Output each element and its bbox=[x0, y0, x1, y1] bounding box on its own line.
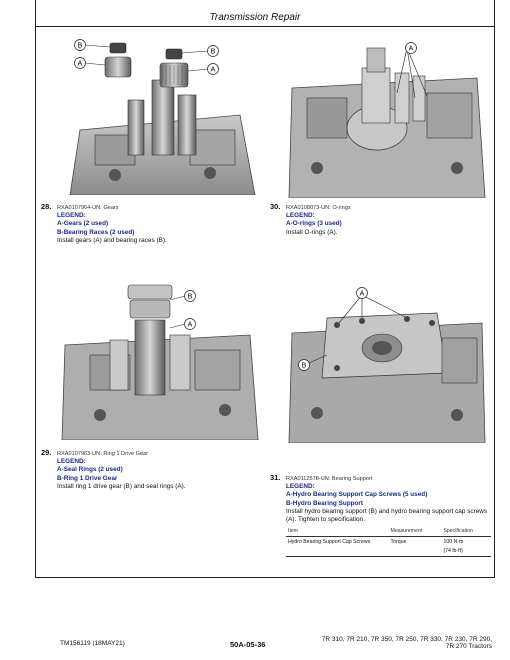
legend-item: A-Gears (2 used) bbox=[57, 220, 109, 228]
spec-table bbox=[286, 526, 491, 557]
instruction: Install gears (A) and bearing races (B). bbox=[57, 236, 167, 244]
legend-item: B-Bearing Races (2 used) bbox=[57, 228, 135, 236]
step-number: 31. bbox=[270, 473, 281, 482]
legend-item: B-Hydro Bearing Support bbox=[286, 499, 364, 507]
callout-a: A bbox=[187, 321, 193, 329]
legend-heading: LEGEND: bbox=[57, 212, 86, 220]
spec-header-item: Item bbox=[286, 526, 389, 537]
instruction: Install hydro bearing support (B) and hydro bearing support cap screws (A). Tighten to specification. bbox=[286, 507, 488, 524]
step-31 bbox=[270, 475, 494, 557]
figure-caption: RXA0107963-UN: Ring 1 Drive Gear bbox=[57, 451, 149, 457]
callout-b: B bbox=[210, 48, 216, 56]
callout-b: B bbox=[77, 42, 83, 50]
legend-item: B-Ring 1 Drive Gear bbox=[57, 474, 118, 482]
photo-o-rings bbox=[287, 38, 487, 198]
callout-a: A bbox=[408, 45, 414, 53]
photo-ring-drive-gear bbox=[60, 280, 260, 440]
step-number: 29. bbox=[41, 448, 52, 457]
callout-b: B bbox=[187, 293, 193, 301]
figure-caption: RXA0112578-UN: Bearing Support bbox=[286, 476, 373, 482]
legend-item: A-O-rings (3 used) bbox=[286, 220, 342, 228]
footer-models-line2: 7R 270 Tractors bbox=[445, 643, 492, 650]
photo-bearing-support bbox=[287, 283, 487, 443]
footer-page-number: 50A-05-36 bbox=[230, 640, 266, 649]
step-29 bbox=[41, 450, 271, 491]
figure-caption: RXA0108073-UN: O-rings bbox=[286, 205, 351, 211]
step-number: 28. bbox=[41, 202, 52, 211]
page-title: Transmission Repair bbox=[209, 12, 301, 23]
footer-doc-id: TM156119 (18MAY21) bbox=[60, 640, 125, 647]
spec-value bbox=[441, 537, 491, 556]
callout-b: B bbox=[301, 362, 307, 370]
callout-a: A bbox=[359, 290, 365, 298]
figure-caption: RXA0107964-UN: Gears bbox=[57, 205, 119, 211]
legend-item: A-Seal Rings (2 used) bbox=[57, 466, 123, 474]
spec-value-metric: 100 N·m bbox=[443, 539, 464, 546]
legend-heading: LEGEND: bbox=[286, 212, 315, 220]
spec-measurement: Torque bbox=[389, 537, 442, 556]
footer-models-line1: 7R 310, 7R 210, 7R 350, 7R 250, 7R 330, 7R 230, 7R 290, bbox=[321, 636, 492, 643]
callout-a: A bbox=[77, 60, 83, 68]
step-30 bbox=[270, 204, 490, 237]
instruction: Install O-rings (A). bbox=[286, 228, 338, 236]
spec-header-measurement: Measurement bbox=[389, 526, 442, 537]
callout-a: A bbox=[210, 66, 216, 74]
step-number: 30. bbox=[270, 202, 281, 211]
spec-item: Hydro Bearing Support Cap Screws bbox=[286, 537, 389, 556]
instruction: Install ring 1 drive gear (B) and seal rings (A). bbox=[57, 482, 186, 490]
step-28 bbox=[41, 204, 271, 245]
spec-header-specification: Specification bbox=[441, 526, 491, 537]
legend-item: A-Hydro Bearing Support Cap Screws (5 used) bbox=[286, 491, 428, 499]
photo-gears bbox=[60, 35, 260, 195]
spec-value-imperial: (74 lb-ft) bbox=[443, 547, 463, 554]
legend-heading: LEGEND: bbox=[57, 458, 86, 466]
header-rule bbox=[35, 26, 495, 27]
footer-models bbox=[300, 636, 492, 650]
legend-heading: LEGEND: bbox=[286, 483, 315, 491]
